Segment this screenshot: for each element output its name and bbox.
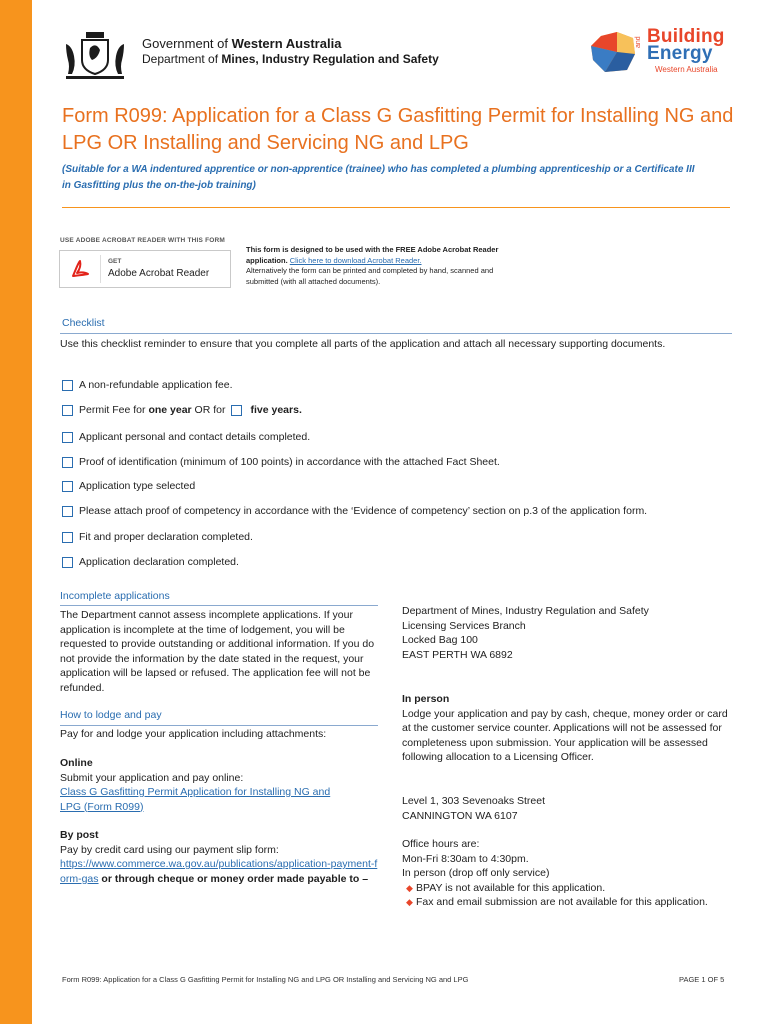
logo-text-wa: Western Australia [655, 65, 718, 74]
checkbox-permit-one-year[interactable] [62, 405, 73, 416]
checkbox-personal-details[interactable] [62, 432, 73, 443]
checklist-item-label: Please attach proof of competency in accordance with the ‘Evidence of competency’ section on p.3 of the application form. [79, 505, 648, 517]
checkbox-permit-five-years[interactable] [231, 405, 242, 416]
checkbox-competency[interactable] [62, 506, 73, 517]
acrobat-note [246, 245, 516, 287]
online-text: Submit your application and pay online: [60, 771, 244, 784]
street-address [402, 794, 732, 823]
checklist-item-label: Application type selected [79, 480, 196, 492]
address-line: Licensing Services Branch [402, 619, 526, 632]
checkbox-application-fee[interactable] [62, 380, 73, 391]
checklist-item-label: Application declaration completed. [79, 556, 239, 568]
building-and-energy-logo [587, 28, 737, 78]
acrobat-name-label: Adobe Acrobat Reader [108, 268, 210, 279]
bullet-item [402, 881, 732, 896]
get-acrobat-reader-button[interactable] [59, 250, 231, 288]
form-subtitle: (Suitable for a WA indentured apprentice or non-apprentice (trainee) who has completed a plumbing apprenticeship or a Certificate III in Gasfitting plus the on-the-job training) [62, 164, 695, 191]
bullet-text: Fax and email submission are not available for this application. [416, 896, 708, 908]
address-line: Department of Mines, Industry Regulation and Safety [402, 605, 649, 617]
or-for-label: OR for [191, 404, 226, 416]
post-text: Pay by credit card using our payment slip form: [60, 843, 279, 856]
bullet-text: BPAY is not available for this application. [416, 881, 606, 894]
street-line: Level 1, 303 Sevenoaks Street [402, 795, 546, 807]
checkbox-fit-proper[interactable] [62, 532, 73, 543]
checklist-item-label: Proof of identification (minimum of 100 points) in accordance with the attached Fact Sheet. [79, 456, 500, 468]
incomplete-rule [60, 605, 378, 606]
form-title: Form R099: Application for a Class G Gasfitting Permit for Installing NG and LPG OR Installing and Servicing NG and LPG [62, 105, 734, 154]
office-hours [402, 837, 732, 910]
street-line: CANNINGTON WA 6107 [402, 809, 518, 822]
logo-text-building: Building [647, 26, 725, 47]
five-years-label: five years. [250, 404, 302, 416]
checkbox-identification[interactable] [62, 457, 73, 468]
title-divider [62, 207, 730, 208]
office-hours-heading: Office hours are: [402, 838, 480, 850]
acrobat-note-rest: Alternatively the form can be printed and completed by hand, scanned and submitted (with all attached documents). [246, 266, 494, 286]
checklist-item-fit-proper [62, 529, 253, 545]
in-person-heading: In person [402, 693, 450, 705]
wa-coat-of-arms-logo [60, 28, 130, 82]
logo-text-energy: Energy [647, 43, 713, 64]
checklist-item-identification [62, 454, 500, 470]
in-person-section [402, 692, 732, 765]
checklist-item-fee [62, 377, 233, 393]
checklist-item-competency [62, 503, 647, 519]
checklist-item-label: Permit Fee for [79, 404, 149, 416]
post-section [60, 828, 378, 886]
bullet-item [402, 895, 732, 910]
acrobat-note-bold: This form is designed to be used with the FREE Adobe Acrobat Reader application. [246, 245, 499, 265]
checklist-item-label: Fit and proper declaration completed. [79, 531, 253, 543]
address-line: EAST PERTH WA 6892 [402, 648, 513, 661]
incomplete-text: The Department cannot assess incomplete applications. If your application is incomplete at the time of lodgement, you will be requested to provide outstanding or additional information. If you do not provide the information by the date stated in the request, your application will be lapsed or refused. The application fee will not be refunded. [60, 609, 375, 694]
one-year-label: one year [148, 404, 192, 416]
post-cheque-text: or through cheque or money order made payable to – [98, 872, 369, 885]
checklist-item-label: A non-refundable application fee. [79, 379, 233, 391]
logo-text-and: and [635, 36, 642, 48]
lodge-rule [60, 725, 378, 726]
checkbox-application-type[interactable] [62, 481, 73, 492]
office-hours-line: In person (drop off only service) [402, 867, 550, 879]
post-heading: By post [60, 829, 99, 841]
checkbox-declaration[interactable] [62, 557, 73, 568]
acrobat-icon [60, 251, 100, 287]
lodge-heading: How to lodge and pay [60, 709, 162, 721]
download-acrobat-link[interactable]: Click here to download Acrobat Reader. [289, 255, 422, 265]
checklist-heading: Checklist [62, 317, 105, 329]
badge-divider [100, 255, 101, 283]
online-application-link[interactable]: Class G Gasfitting Permit Application for Installing NG and LPG (Form R099) [60, 786, 331, 813]
page-header [60, 28, 740, 88]
online-section [60, 756, 378, 814]
side-accent-bar [0, 0, 32, 1024]
address-line: Locked Bag 100 [402, 634, 478, 646]
checklist-item-label: Applicant personal and contact details completed. [79, 431, 311, 443]
government-name: Government of Western Australia [142, 36, 342, 51]
acrobat-label: USE ADOBE ACROBAT READER WITH THIS FORM [60, 237, 225, 244]
office-hours-line: Mon-Fri 8:30am to 4:30pm. [402, 852, 529, 865]
postal-address [402, 604, 732, 662]
checklist-item-permit-fee [62, 402, 302, 418]
department-name: Department of Mines, Industry Regulation and Safety [142, 52, 439, 66]
incomplete-heading: Incomplete applications [60, 590, 170, 602]
page-number: PAGE 1 OF 5 [679, 975, 725, 984]
footer-form-title: Form R099: Application for a Class G Gasfitting Permit for Installing NG and LPG OR Installing and Servicing NG and LPG [62, 975, 469, 984]
lodge-intro: Pay for and lodge your application including attachments: [60, 728, 327, 740]
in-person-text: Lodge your application and pay by cash, cheque, money order or card at the customer service counter. Applications will not be assessed for completeness upon submission. Your application will be assessed following allocation to a Licensing Officer. [402, 707, 728, 763]
bullet-star-icon: ◆ [406, 897, 413, 907]
checklist-rule [60, 333, 732, 334]
checklist-intro: Use this checklist reminder to ensure that you complete all parts of the application and attach all necessary supporting documents. [60, 338, 666, 350]
acrobat-get-label: GET [108, 258, 122, 265]
online-heading: Online [60, 757, 93, 769]
checklist-item-application-type [62, 478, 195, 494]
bullet-star-icon: ◆ [406, 882, 413, 893]
payment-form-link[interactable]: https://www.commerce.wa.gov.au/publications/application-payment-form-gas [60, 858, 378, 885]
checklist-item-personal-details [62, 429, 310, 445]
checklist-item-declaration [62, 554, 239, 570]
